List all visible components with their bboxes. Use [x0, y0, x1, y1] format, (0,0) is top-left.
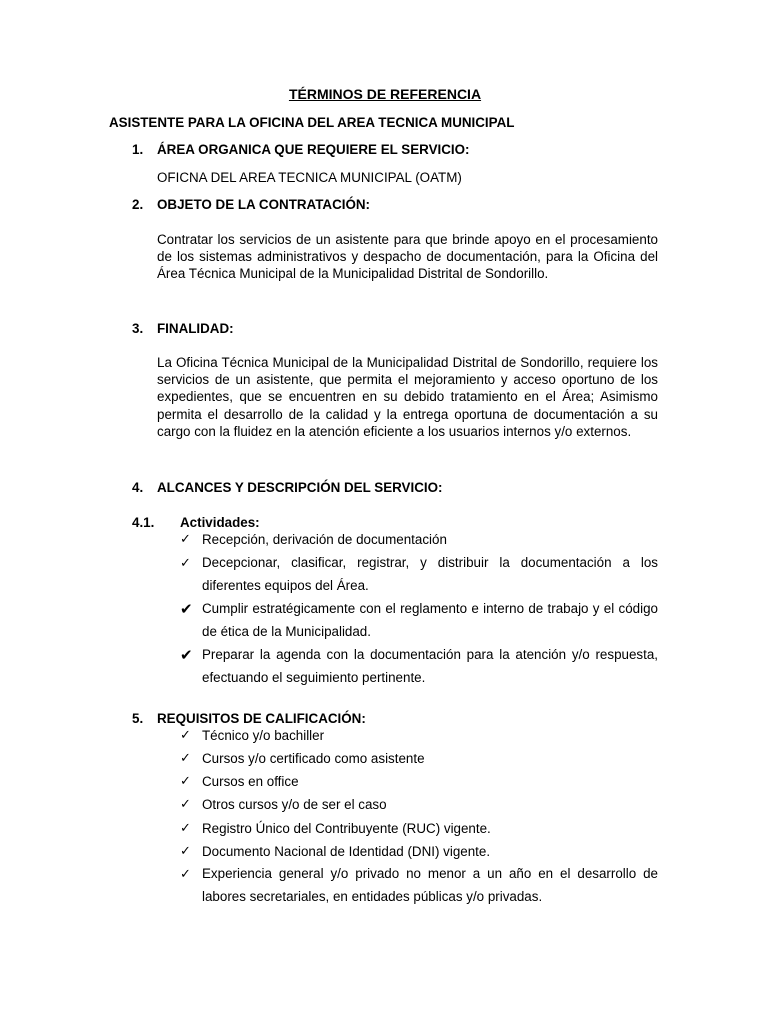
section-3-text: La Oficina Técnica Municipal de la Municipalidad Distrital de Sondorillo, requiere los servicios de un asistente, que permita el mejoramiento y acceso oportuno de los expedientes, que se encuentren en su debido tratamiento en el Área; Asimismo permita el desarrollo de la calidad y la entrega oportuna de documentación a su cargo con la fluidez en la atención eficiente a los usuarios internos y/o externos.	[157, 355, 658, 439]
requirement-item: Registro Único del Contribuyente (RUC) vigente.	[202, 821, 491, 836]
checkmark-icon: ✓	[180, 866, 191, 881]
requirement-item: Técnico y/o bachiller	[202, 728, 325, 743]
activity-item: Cumplir estratégicamente con el reglamento e interno de trabajo y el código de ética de la Municipalidad.	[202, 601, 658, 640]
requirement-item: Otros cursos y/o de ser el caso	[202, 797, 387, 812]
checkmark-icon: ✓	[180, 531, 191, 546]
checkmark-icon: ✔	[180, 647, 193, 664]
section-4-number: 4.	[132, 480, 144, 495]
document-subtitle: ASISTENTE PARA LA OFICINA DEL AREA TECNICA MUNICIPAL	[109, 115, 515, 130]
requirement-item: Experiencia general y/o privado no menor a un año en el desarrollo de labores secretariales, en entidades públicas y/o privadas.	[202, 866, 658, 905]
section-4-heading: ALCANCES Y DESCRIPCIÓN DEL SERVICIO:	[157, 480, 443, 495]
section-3-number: 3.	[132, 321, 144, 336]
section-1-text: OFICNA DEL AREA TECNICA MUNICIPAL (OATM)	[157, 170, 462, 185]
section-2-number: 2.	[132, 197, 144, 212]
checkmark-icon: ✓	[180, 750, 191, 765]
activity-item: Decepcionar, clasificar, registrar, y distribuir la documentación a los diferentes equipos del Área.	[202, 555, 658, 594]
section-5-number: 5.	[132, 711, 144, 726]
subsection-4-1-number: 4.1.	[132, 515, 155, 530]
section-3-heading: FINALIDAD:	[157, 321, 234, 336]
checkmark-icon: ✔	[180, 601, 193, 618]
checkmark-icon: ✓	[180, 843, 191, 858]
checkmark-icon: ✓	[180, 796, 191, 811]
page-title: TÉRMINOS DE REFERENCIA	[288, 86, 482, 102]
subsection-4-1-heading: Actividades:	[180, 515, 260, 530]
requirement-item: Cursos en office	[202, 774, 299, 789]
section-5-heading: REQUISITOS DE CALIFICACIÓN:	[157, 711, 366, 726]
section-2-heading: OBJETO DE LA CONTRATACIÓN:	[157, 197, 371, 212]
checkmark-icon: ✓	[180, 820, 191, 835]
section-1-number: 1.	[132, 142, 144, 157]
requirement-item: Documento Nacional de Identidad (DNI) vigente.	[202, 844, 491, 859]
section-1-heading: ÁREA ORGANICA QUE REQUIERE EL SERVICIO:	[157, 142, 470, 157]
checkmark-icon: ✓	[180, 773, 191, 788]
activity-item: Preparar la agenda con la documentación para la atención y/o respuesta, efectuando el seguimiento pertinente.	[202, 647, 658, 686]
checkmark-icon: ✓	[180, 727, 191, 742]
activity-item: Recepción, derivación de documentación	[202, 532, 447, 547]
section-2-text: Contratar los servicios de un asistente para que brinde apoyo en el procesamiento de los sistemas administrativos y despacho de documentación, para la Oficina del Área Técnica Municipal de la Municipalidad Distrital de Sondorillo.	[157, 232, 658, 282]
checkmark-icon: ✓	[180, 555, 191, 570]
requirement-item: Cursos y/o certificado como asistente	[202, 751, 425, 766]
